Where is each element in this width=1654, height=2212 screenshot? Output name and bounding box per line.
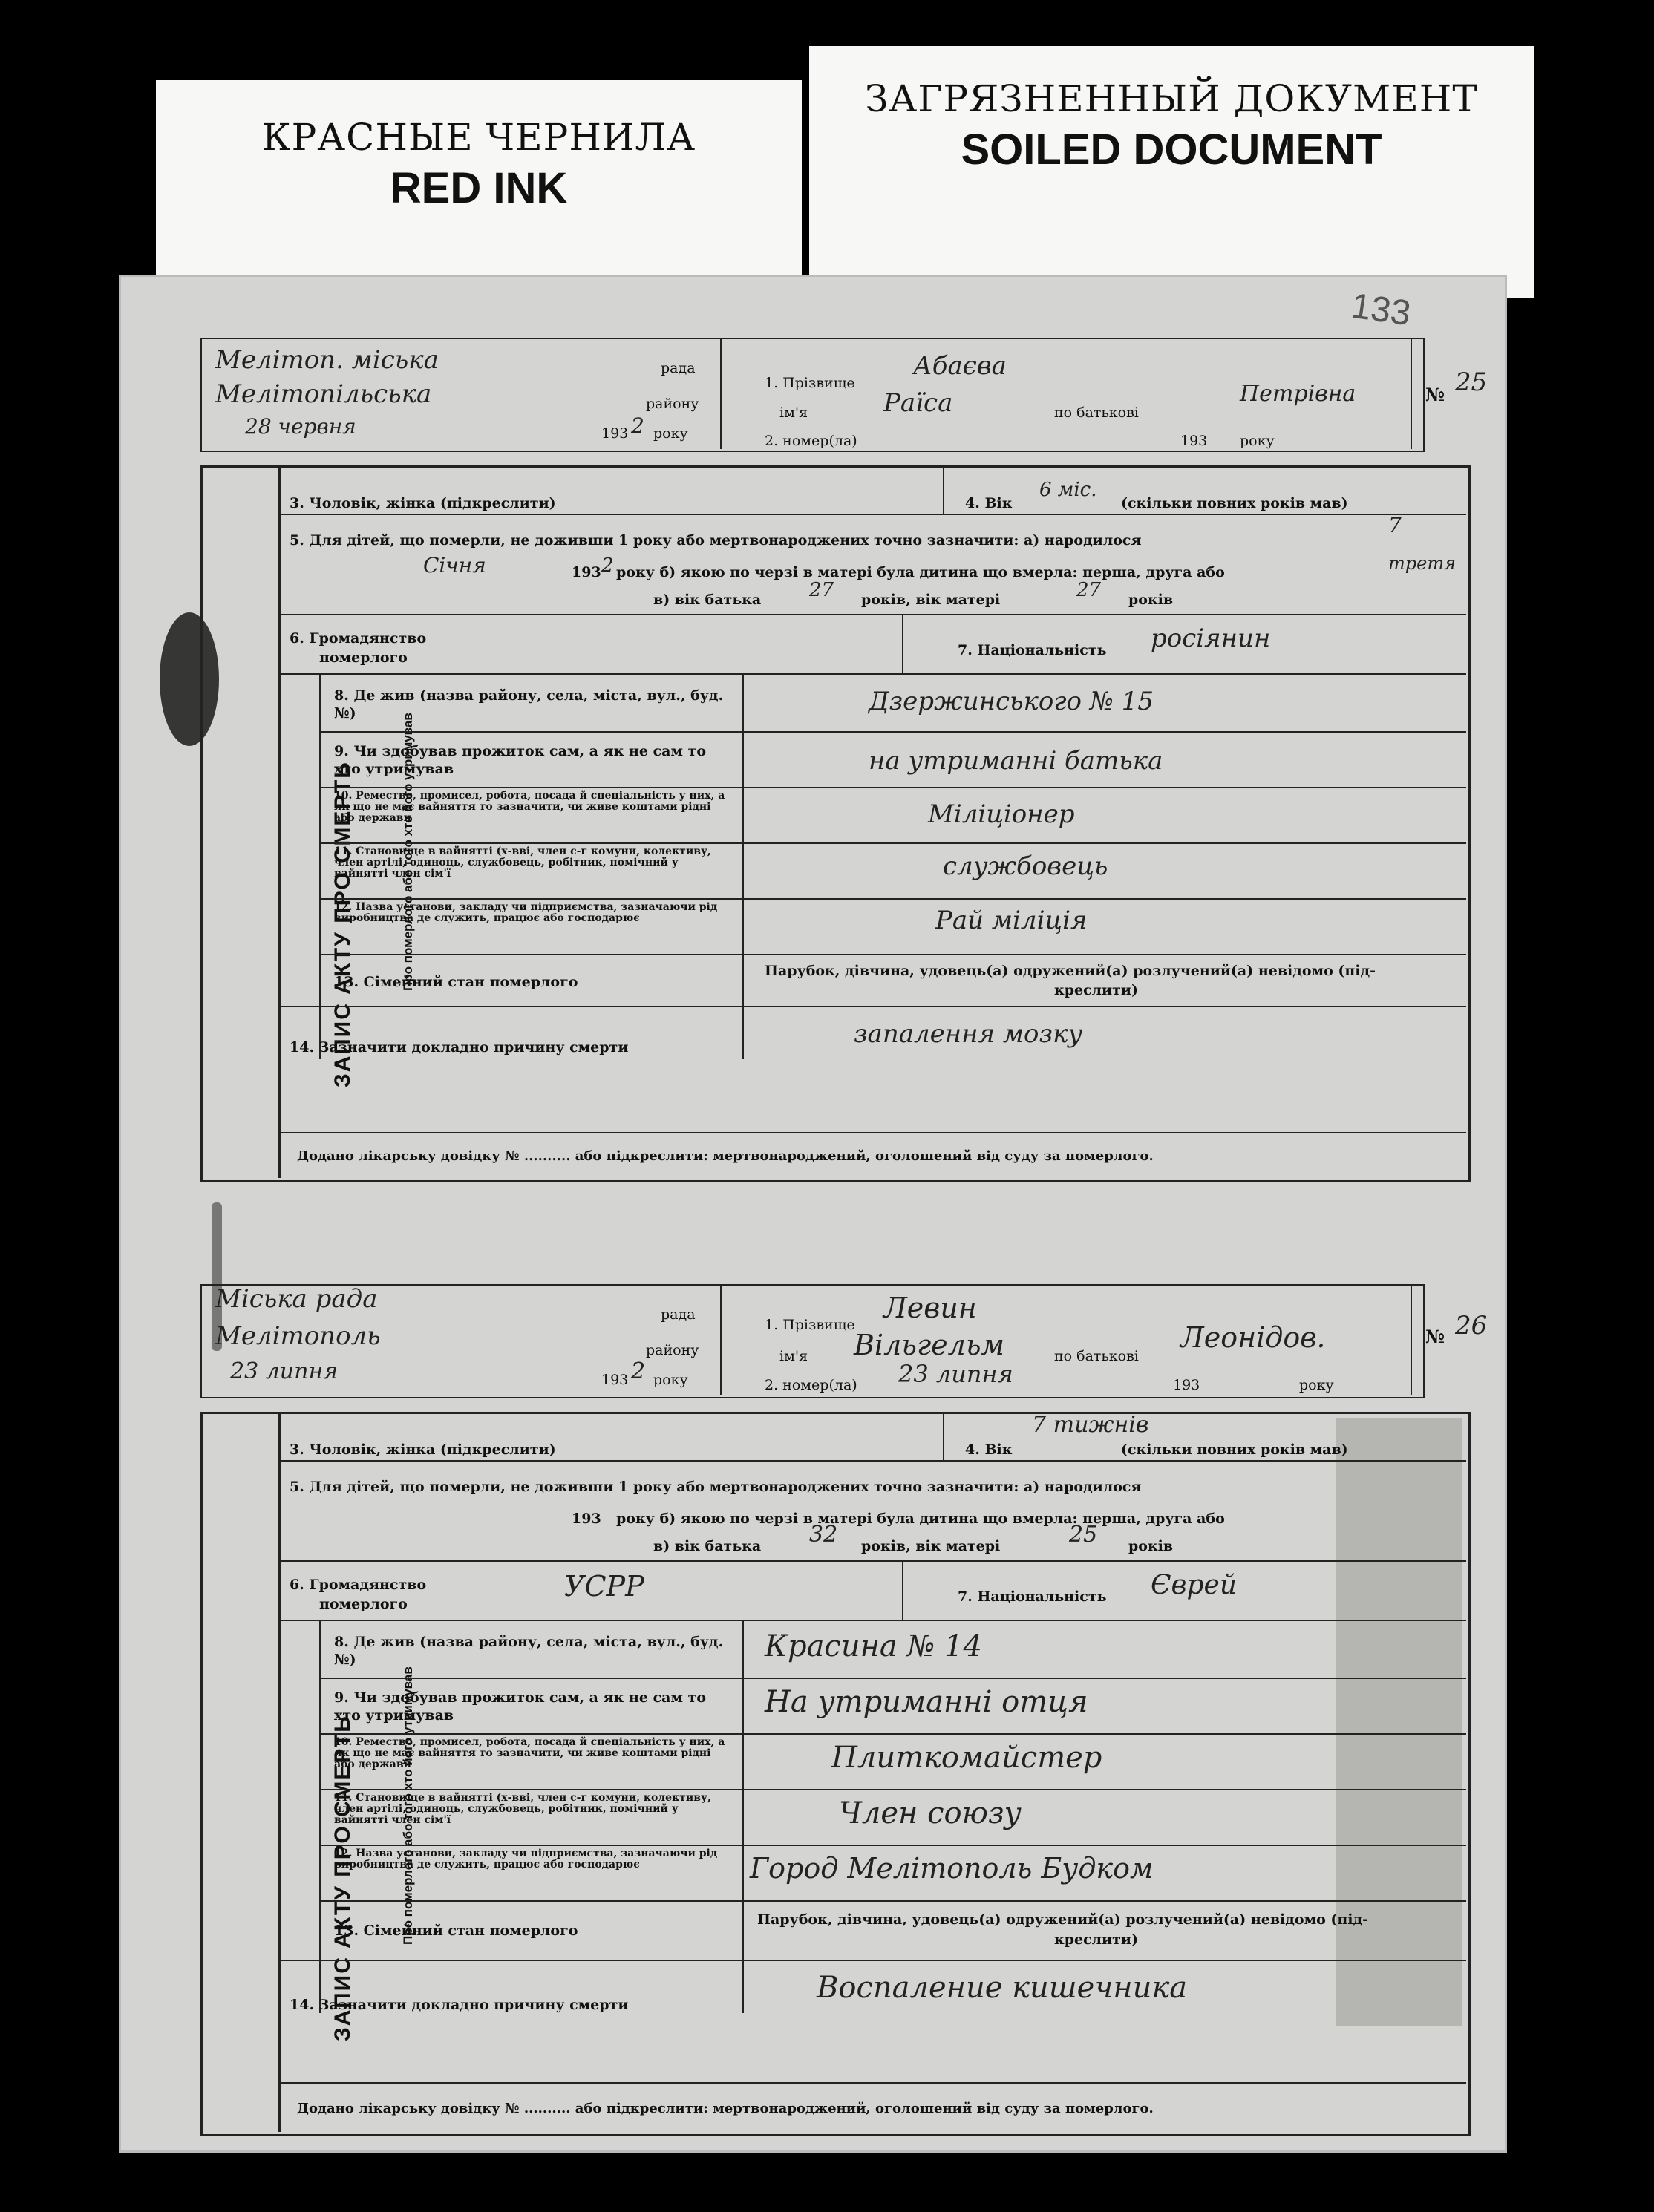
q5-father-age-label: в) вік батька [653,592,762,608]
record-2-occupation: Плиткомайстер [831,1741,1102,1775]
q10-label: 10. Ремество, промисел, робота, посада й спеціальність у них, а як що не має вайняття то зазначити, чи живе коштами рідні або держави [334,790,725,824]
record-number-sign: № [1425,384,1445,405]
q7-label: 7. Національність [958,642,1107,658]
year-193-label: 193 [1180,433,1208,449]
record-1-nationality: росіянин [1151,624,1271,653]
side-title-1: ЗАПИС АКТУ ПРО СМЕРТЬ [330,761,355,1087]
q5-years-label: років [1128,1538,1174,1554]
q6-label: 6. Громадянство [290,630,427,647]
q5-line2: року б) якою по черзі в матері була дитина що вмерла: перша, друга або [616,564,1225,580]
record-1-date: 28 червня [245,414,356,439]
record-1-born-year-digit: 2 [601,554,614,577]
record-2-position: Член союзу [839,1796,1022,1830]
record-1-footer: Додано лікарську довідку № .......... або підкреслити: мертвонароджений, оголошений від суду за померлого. [297,1148,1154,1164]
q4-suffix: (скільки повних років мав) [1121,495,1348,511]
record-1-residence: Дзержинського № 15 [869,687,1154,716]
record-2-surname: Левин [883,1292,977,1324]
record-2-number: 26 [1455,1311,1488,1341]
record-1-name: Раїса [883,388,953,418]
record-2-district: Мелітополь [215,1321,381,1351]
q14-label: 14. Зазначити докладно причину смерти [290,1997,629,2013]
record-1-year-digit: 2 [631,413,644,438]
record-1-born-month: Січня [423,553,486,577]
record-2-council: Міська рада [215,1284,378,1314]
record-1-patronymic: Петрівна [1240,381,1356,407]
surname-label: 1. Прізвище [765,1317,855,1333]
roku-label: року [1299,1377,1334,1393]
q13-label: 13. Сімейний стан померлого [334,1923,578,1939]
record-1-birth-order: третя [1388,553,1456,574]
record-1-born-day: 7 [1388,513,1402,537]
page-number: 133 [1348,286,1413,334]
record-2-date: 23 липня [230,1358,339,1384]
q13-options: Парубок, дівчина, удовець(а) одружений(а) розлучений(а) невідомо (під- [765,963,1376,979]
record-2-footer: Додано лікарську довідку № .......... або підкреслити: мертвонароджений, оголошений від суду за померлого. [297,2101,1154,2116]
record-number-sign: № [1425,1326,1445,1347]
roku-label: року [1240,433,1275,449]
year-prefix: 193 [601,425,629,442]
q3-label: 3. Чоловік, жінка (підкреслити) [290,495,556,511]
patronymic-label: по батькові [1054,405,1139,421]
record-1-council: Мелітоп. міська [215,345,439,375]
rada-label: рада [661,360,696,376]
q5-mother-age-label: років, вік матері [861,1538,1001,1554]
q5-line2: року б) якою по черзі в матері була дитина що вмерла: перша, друга або [616,1511,1225,1527]
q5-label: 5. Для дітей, що померли, не доживши 1 року або мертвонароджених точно зазначити: а) народилося [290,1479,1142,1495]
record-2-support: На утриманні отця [765,1685,1088,1719]
record-1-surname: Абаєва [913,351,1007,381]
q11-label: 11. Становище в вайнятті (х-вві, член с-г комуни, колективу, член артілі, одиноць, службовець, робітник, помічний у вайнятті член сім'ї [334,845,711,880]
record-2-citizenship: УСРР [564,1570,644,1603]
q13-options-2: креслити) [1054,982,1139,998]
record-2-residence: Красина № 14 [765,1629,982,1663]
red-ink-label-ru: КРАСНЫЕ ЧЕРНИЛА [261,116,696,159]
q8-label: 8. Де жив (назва району, села, міста, вул., буд. №) [334,687,724,721]
record-1-father-age: 27 [809,579,834,601]
q9-label: 9. Чи здобував прожиток сам, а як не сам то хто утримував [334,1689,707,1724]
q8-label: 8. Де жив (назва району, села, міста, вул., буд. №) [334,1634,724,1668]
record-1-cause: запалення мозку [854,1019,1083,1049]
q4-label: 4. Вік [965,495,1013,511]
soiled-area [1336,1418,1462,2026]
q5-mother-age-label: років, вік матері [861,592,1001,608]
record-1-institution: Рай міліція [935,906,1088,935]
q4-label: 4. Вік [965,1442,1013,1458]
record-2-mother-age: 25 [1069,1522,1098,1548]
q5-years-label: років [1128,592,1174,608]
record-2-cause: Воспаление кишечника [817,1971,1188,2005]
rada-label: рада [661,1306,696,1323]
soiled-document-label [809,46,1534,298]
death-record-2 [200,1284,1507,2138]
record-2-age: 7 тижнів [1032,1412,1149,1438]
q5-year-prefix: 193 [572,564,601,580]
q10-label: 10. Ремество, промисел, робота, посада й спеціальність у них, а як що не має вайняття то зазначити, чи живе коштами рідні або держави [334,1736,725,1770]
roku-label: року [653,425,688,442]
name-label: ім'я [779,405,808,421]
record-1-number: 25 [1455,367,1488,397]
side-subtitle-1: Про померлого або того хто його утримував [401,713,415,991]
q4-suffix: (скільки повних років мав) [1121,1442,1348,1458]
q5-father-age-label: в) вік батька [653,1538,762,1554]
record-1-mother-age: 27 [1076,579,1102,601]
red-ink-label-en: RED INK [390,164,568,212]
record-1-support: на утриманні батька [869,746,1163,776]
q9-label: 9. Чи здобував прожиток сам, а як не сам то хто утримував [334,743,707,777]
record-1-position: службовець [943,851,1108,881]
soiled-label-en: SOILED DOCUMENT [961,125,1382,174]
patronymic-label: по батькові [1054,1348,1139,1364]
record-1-occupation: Міліціонер [928,799,1075,829]
q13-label: 13. Сімейний стан померлого [334,974,578,990]
q7-label: 7. Національність [958,1588,1107,1605]
record-2-father-age: 32 [809,1522,838,1548]
q12-label: 12. Назва установи, закладу чи підприємства, зазначаючи рід виробництва де служить, працює або господарює [334,1848,718,1871]
q5-year-prefix: 193 [572,1511,601,1527]
year-193-label: 193 [1173,1377,1200,1393]
q6-label-b: померлого [319,649,408,666]
q6-label-b: померлого [319,1596,408,1612]
record-2-year-digit: 2 [631,1358,646,1384]
record-1-district: Мелітопільська [215,379,432,409]
q14-label: 14. Зазначити докладно причину смерти [290,1039,629,1056]
record-2-name: Вільгельм [854,1329,1005,1361]
q13-options: Парубок, дівчина, удовець(а) одружений(а) розлучений(а) невідомо (під- [757,1911,1369,1928]
side-title-2: ЗАПИС АКТУ ПРО СМЕРТЬ [330,1715,355,2041]
q6-label: 6. Громадянство [290,1577,427,1593]
q13-options-2: креслити) [1054,1931,1139,1948]
q5-label: 5. Для дітей, що померли, не доживши 1 року або мертвонароджених точно зазначити: а) народилося [290,532,1142,549]
record-2-nationality: Єврей [1151,1570,1238,1600]
number-label: 2. номер(ла) [765,433,857,449]
record-1-age: 6 міс. [1039,479,1097,501]
q11-label: 11. Становище в вайнятті (х-вві, член с-г комуни, колективу, член артілі, одиноць, службовець, робітник, помічний у вайнятті член сім'ї [334,1792,711,1826]
red-ink-label [156,80,802,275]
year-prefix: 193 [601,1372,629,1388]
record-2-institution: Город Мелітополь Будком [750,1852,1154,1885]
record-2-number-date: 23 липня [898,1360,1013,1388]
soiled-label-ru: ЗАГРЯЗНЕННЫЙ ДОКУМЕНТ [865,77,1478,120]
rayonu-label: району [646,396,699,412]
rayonu-label: району [646,1342,699,1358]
number-label: 2. номер(ла) [765,1377,857,1393]
record-2-patronymic: Леонідов. [1180,1321,1326,1354]
surname-label: 1. Прізвище [765,375,855,391]
death-record-1 [200,338,1507,1191]
name-label: ім'я [779,1348,808,1364]
q12-label: 12. Назва установи, закладу чи підприємства, зазначаючи рід виробництва де служить, працює або господарює [334,901,718,924]
roku-label: року [653,1372,688,1388]
q3-label: 3. Чоловік, жінка (підкреслити) [290,1442,556,1458]
side-subtitle-2: Про померлого або того хто його утримував [401,1666,415,1945]
